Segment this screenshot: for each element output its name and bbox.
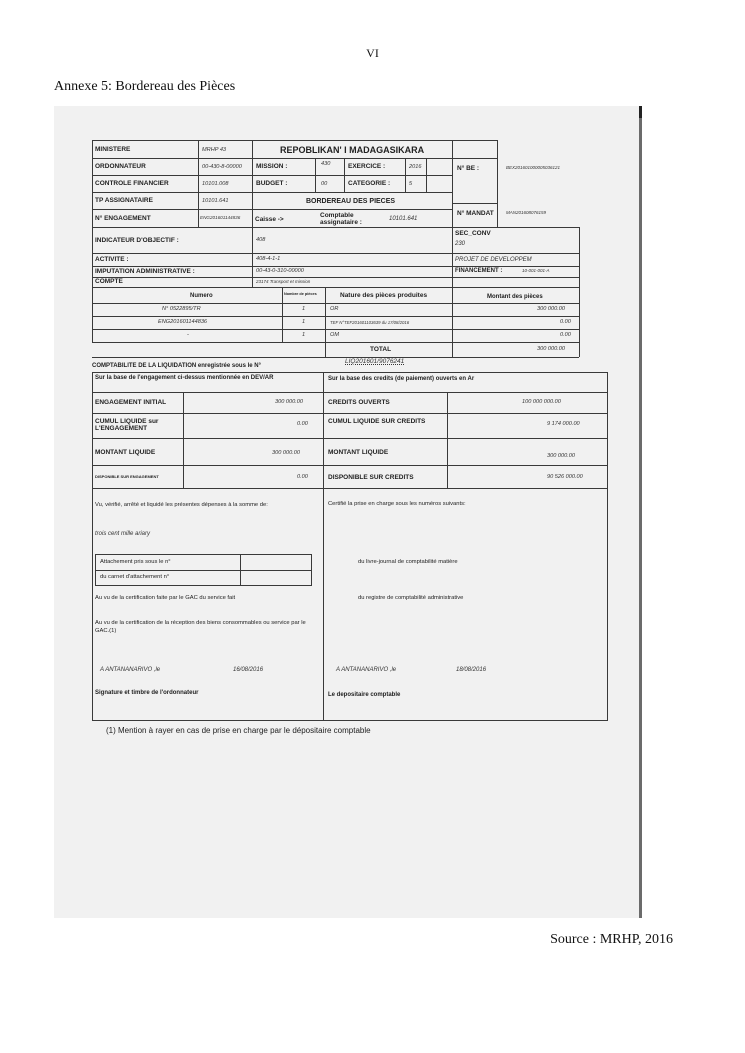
- liquidation-value: LIQ201601/9076241: [345, 358, 405, 365]
- amount-words: trois cent mille ariary: [95, 531, 151, 537]
- row2-montant: 0.00: [560, 319, 571, 325]
- categorie-value: 5: [409, 181, 413, 187]
- tp-value: 10101.641: [202, 198, 229, 204]
- total-label: TOTAL: [370, 346, 392, 353]
- row3-montant: 0.00: [560, 332, 571, 338]
- vu-reception: Au vu de la certification de la réception des biens consommables ou service par le GAC.(1): [95, 620, 306, 634]
- montant-liq-value: 300 000.00: [272, 450, 300, 456]
- mandat-value: MAN201608076159: [506, 210, 547, 215]
- vu-text: Vu, vérifié, arrêté et liquidé les présentes dépenses à la somme de:: [95, 502, 268, 508]
- exercice-label: EXERCICE :: [348, 163, 386, 170]
- ministere-label: MINISTERE: [95, 146, 131, 153]
- col-nombre: Nombre de pièces: [284, 292, 317, 296]
- registre-label: du registre de comptabilité administrative: [358, 595, 464, 601]
- indicateur-label: INDICATEUR D'OBJECTIF :: [95, 237, 179, 244]
- imputation-value: 00-43-0-310-00000: [256, 268, 304, 274]
- cumul-cred-value: 9 174 000.00: [547, 421, 580, 427]
- attachement-divider: [240, 554, 241, 586]
- row3-numero: -: [187, 332, 189, 338]
- liquidation-label: COMPTABILITE DE LA LIQUIDATION enregistrée sous le N°: [92, 363, 261, 369]
- mandat-label: N° MANDAT: [457, 210, 494, 217]
- annex-caption: Annexe 5: Bordereau des Pièces: [54, 79, 236, 94]
- row2-nombre: 1: [302, 319, 306, 325]
- exercice-value: 2016: [409, 164, 422, 170]
- row2-nature: TEF N°TEF201601103639 du 17/08/2016: [330, 320, 410, 325]
- source-note: Source : MRHP, 2016: [550, 932, 673, 947]
- attachement-pris: Attachement pris sous le n°: [100, 559, 171, 565]
- place-left: A ANTANANARIVO ,le: [100, 667, 161, 673]
- caisse-label: Caisse ->: [255, 216, 284, 223]
- cumul-eng-label: CUMUL LIQUIDE sur L'ENGAGEMENT: [95, 418, 159, 433]
- place-right: A ANTANANARIVO ,le: [336, 667, 397, 673]
- activite-label: ACTIVITE :: [95, 256, 129, 263]
- carnet-label: du carnet d'attachement n°: [100, 574, 170, 580]
- bordereau-title: BORDEREAU DES PIECES: [306, 198, 396, 205]
- dispo-eng-value: 0.00: [297, 474, 308, 480]
- categorie-label: CATEGORIE :: [348, 180, 391, 187]
- nbe-label: N° BE :: [457, 165, 480, 172]
- comptable-label: Comptable assignataire :: [320, 212, 362, 227]
- livre-journal: du livre-journal de comptabilité matière: [358, 559, 458, 565]
- sec-conv-value: 230: [455, 241, 466, 247]
- eng-initial-label: ENGAGEMENT INITIAL: [95, 399, 167, 406]
- left-header: Sur la base de l'engagement ci-dessus mentionnée en DEV/AR: [95, 375, 274, 381]
- compte-label: COMPTE: [95, 278, 123, 285]
- controle-label: CONTROLE FINANCIER: [95, 180, 169, 187]
- budget-label: BUDGET :: [256, 180, 288, 187]
- col-montant: Montant des pièces: [487, 294, 543, 300]
- engagement-value: ENG201601144836: [200, 215, 241, 220]
- dispo-cred-value: 90 526 000.00: [547, 474, 583, 480]
- montant-liq-label: MONTANT LIQUIDE: [95, 449, 156, 456]
- nbe-value: BEX201601000005036121: [506, 165, 561, 170]
- tp-label: TP ASSIGNATAIRE: [95, 197, 153, 204]
- montant-liq-right-value: 300 000.00: [547, 453, 575, 459]
- row1-nature: OR: [330, 306, 339, 312]
- col-numero: Numero: [190, 293, 213, 299]
- cumul-cred-label: CUMUL LIQUIDE SUR CREDITS: [328, 418, 426, 425]
- sig-right: Le depositaire comptable: [328, 692, 401, 698]
- imputation-label: IMPUTATION ADMINISTRATIVE :: [95, 268, 195, 275]
- controle-value: 10101.008: [202, 181, 229, 187]
- dispo-cred-label: DISPONIBLE SUR CREDITS: [328, 474, 414, 481]
- footnote: (1) Mention à rayer en cas de prise en charge par le dépositaire comptable: [106, 726, 371, 735]
- cumul-eng-value: 0.00: [297, 421, 308, 427]
- vu-gac: Au vu de la certification faite par le GAC du service fait: [95, 595, 236, 601]
- dispo-eng-label: DISPONIBLE SUR ENGAGEMENT: [95, 474, 159, 479]
- republic-title: REPOBLIKAN' I MADAGASIKARA: [280, 145, 425, 155]
- page-number: VI: [366, 46, 379, 60]
- engagement-label: N° ENGAGEMENT: [95, 215, 151, 222]
- credits-ouverts-label: CREDITS OUVERTS: [328, 399, 390, 406]
- budget-value: 00: [321, 181, 328, 187]
- total-value: 300 000.00: [537, 346, 565, 352]
- mission-value: 430: [321, 161, 331, 167]
- row1-numero: N° 0522895/TR: [162, 306, 201, 312]
- row3-nature: OM: [330, 332, 340, 338]
- activite-value: 408-4-1-1: [256, 256, 281, 262]
- form-grid-lines: [92, 140, 607, 860]
- row3-nombre: 1: [302, 332, 306, 338]
- certifie-text: Certifié la prise en charge sous les numéros suivants:: [328, 501, 466, 507]
- montant-liq-right-label: MONTANT LIQUIDE: [328, 449, 389, 456]
- date-left: 16/08/2016: [233, 667, 264, 673]
- eng-initial-value: 300 000.00: [275, 399, 303, 405]
- row1-montant: 300 000.00: [537, 306, 565, 312]
- scanned-form: [54, 106, 642, 918]
- row1-nombre: 1: [302, 306, 306, 312]
- projet-value: PROJET DE DEVELOPPEM: [455, 257, 532, 263]
- comptable-value: 10101.641: [389, 216, 418, 222]
- ordonnateur-label: ORDONNATEUR: [95, 163, 146, 170]
- indicateur-value: 408: [256, 237, 266, 243]
- sec-conv-label: SEC_CONV: [455, 230, 491, 237]
- sig-left: Signature et timbre de l'ordonnateur: [95, 690, 199, 696]
- compte-value: 23174 Transport et mission: [256, 279, 311, 284]
- financement-value: 10-001-001-A: [522, 268, 550, 273]
- financement-label: FINANCEMENT :: [455, 268, 503, 274]
- mission-label: MISSION :: [256, 163, 288, 170]
- date-right: 18/08/2016: [456, 667, 487, 673]
- right-header: Sur la base des credits (de paiement) ouverts en Ar: [328, 376, 475, 382]
- ministere-value: MRHP 43: [202, 147, 227, 153]
- credits-ouverts-value: 100 000 000.00: [522, 399, 561, 405]
- ordonnateur-value: 00-430-8-00000: [202, 164, 242, 170]
- col-nature: Nature des pièces produites: [340, 292, 428, 299]
- row2-numero: ENG201601144836: [158, 319, 208, 325]
